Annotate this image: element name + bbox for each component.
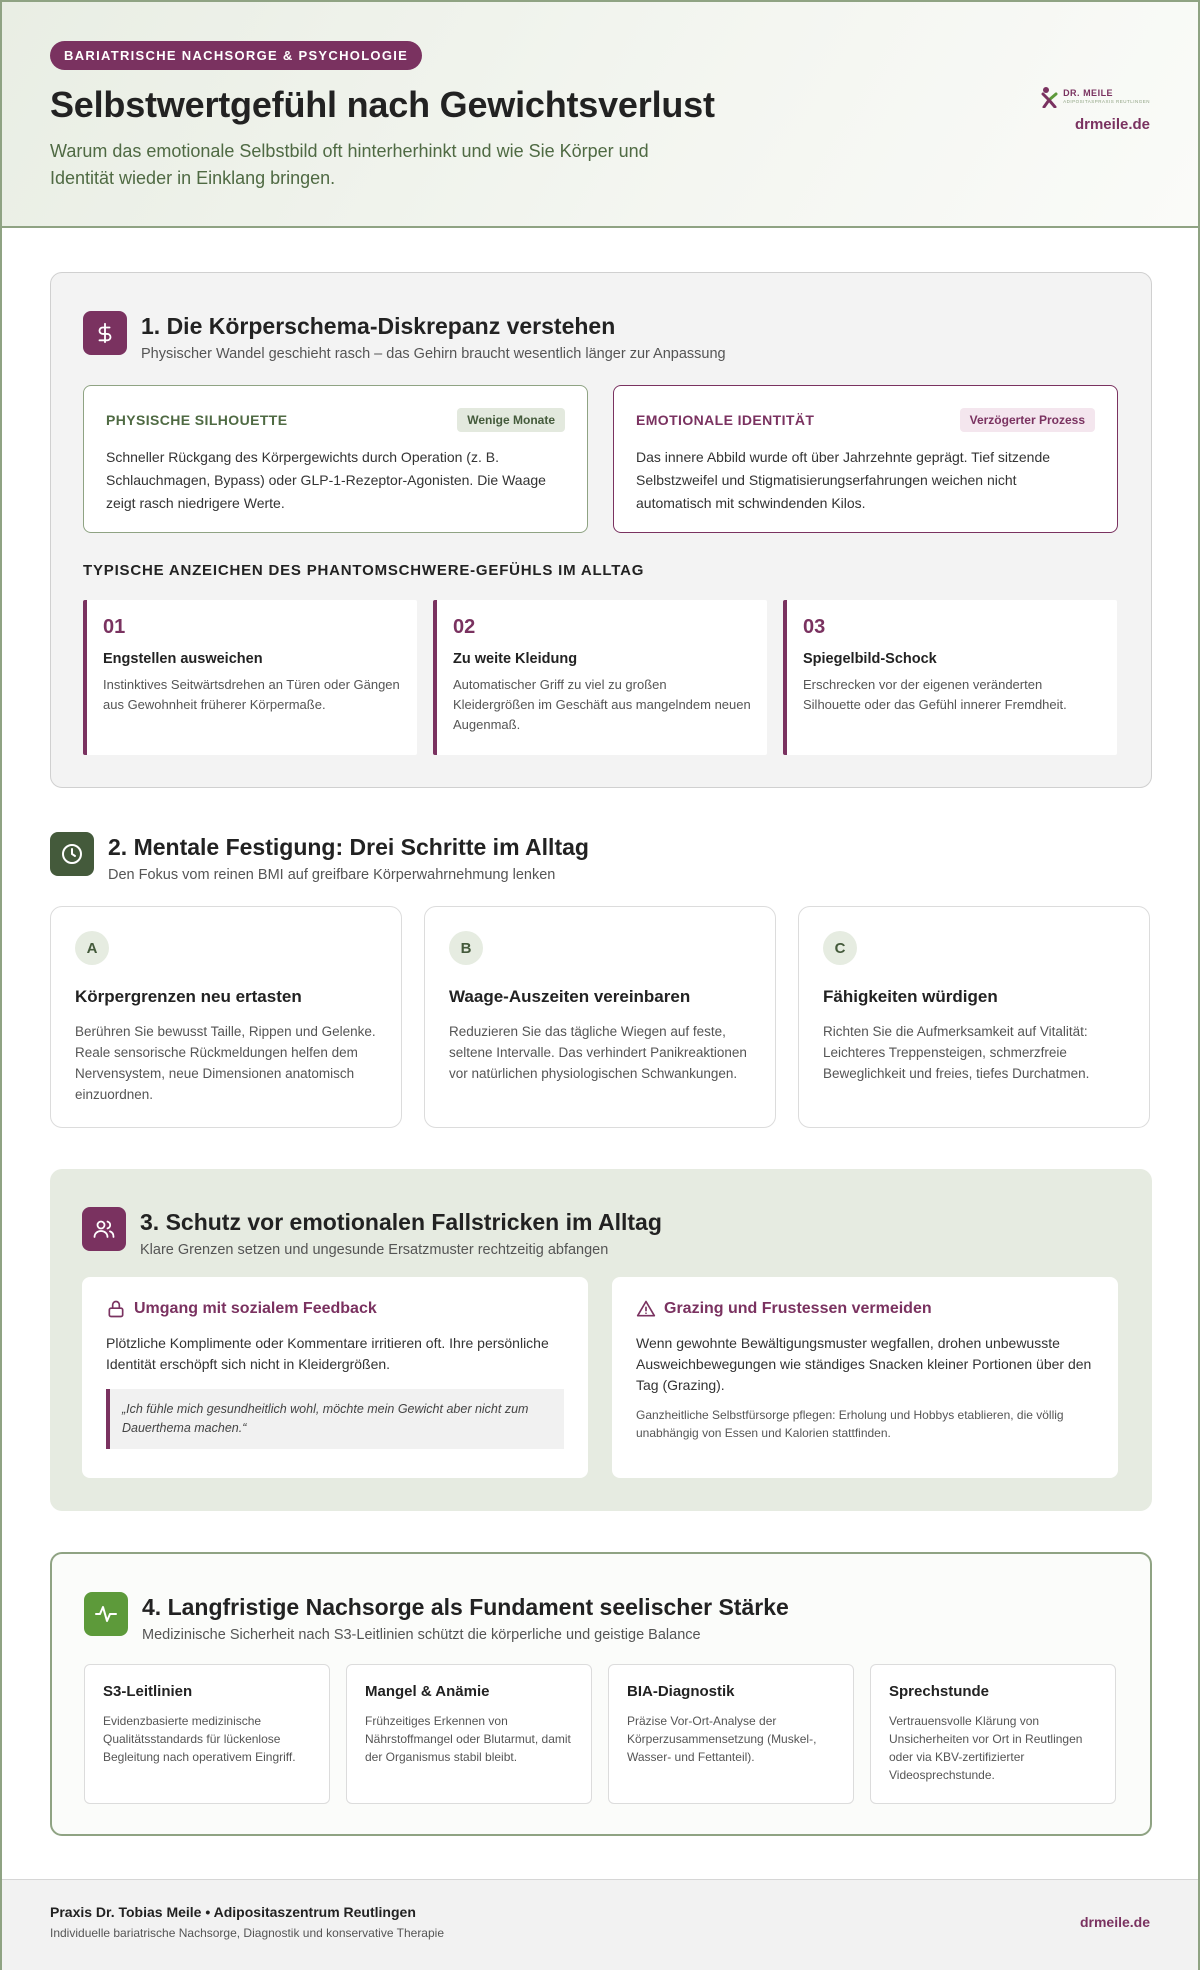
section3-subtitle: Klare Grenzen setzen und ungesunde Ersatzmuster rechtzeitig abfangen (140, 1242, 609, 1258)
feedback-text: Plötzliche Komplimente oder Kommentare irritieren oft. Ihre persönliche Identität erschöpft sich nicht in Kleidergrößen. (106, 1335, 549, 1372)
care-title: S3-Leitlinien (103, 1683, 193, 1700)
section1-title: 1. Die Körperschema-Diskrepanz verstehen (141, 313, 616, 339)
warning-icon (636, 1299, 656, 1319)
step-text: Berühren Sie bewusst Taille, Rippen und Gelenke. Reale sensorische Rückmeldungen helfen dem Nervensystem, neue Dimensionen anatomisch einzuordnen. (75, 1024, 376, 1102)
step-card (798, 906, 1150, 1128)
section1-header (83, 311, 726, 362)
section3-title: 3. Schutz vor emotionalen Fallstricken im Alltag (140, 1209, 662, 1235)
step-title: Körpergrenzen neu ertasten (75, 987, 302, 1006)
social-feedback-card (82, 1277, 588, 1478)
footer-subtitle: Individuelle bariatrische Nachsorge, Diagnostik und konservative Therapie (50, 1926, 444, 1940)
activity-icon (84, 1592, 128, 1636)
lock-icon (106, 1299, 126, 1319)
step-text: Reduzieren Sie das tägliche Wiegen auf feste, seltene Intervalle. Das verhindert Panikreaktionen vor natürlichen physiologischen Schwankungen. (449, 1024, 747, 1081)
users-icon (82, 1207, 126, 1251)
sign-text: Erschrecken vor der eigenen veränderten Silhouette oder das Gefühl innerer Fremdheit. (803, 677, 1067, 712)
section1-subtitle: Physischer Wandel geschieht rasch – das Gehirn braucht wesentlich länger zur Anpassung (141, 346, 726, 362)
care-text: Vertrauensvolle Klärung von Unsicherheiten vor Ort in Reutlingen oder via KBV-zertifizierter Videosprechstunde. (889, 1714, 1083, 1782)
physical-silhouette-card (83, 385, 588, 533)
care-text: Frühzeitiges Erkennen von Nährstoffmangel oder Blutarmut, damit der Organismus stabil bleibt. (365, 1714, 571, 1764)
step-card (50, 906, 402, 1128)
section-aftercare (50, 1552, 1152, 1836)
page-header (2, 2, 1198, 228)
sign-text: Automatischer Griff zu viel zu großen Kleidergrößen im Geschäft aus mangelndem neuen Augenmaß. (453, 677, 751, 732)
brand-url-link[interactable]: drmeile.de (1074, 116, 1150, 133)
feedback-quote: „Ich fühle mich gesundheitlich wohl, möchte mein Gewicht aber nicht zum Dauerthema machen.“ (106, 1389, 564, 1449)
section4-header (84, 1592, 789, 1643)
section2-subtitle: Den Fokus vom reinen BMI auf greifbare Körperwahrnehmung lenken (108, 867, 556, 883)
sign-number: 02 (453, 616, 476, 638)
care-text: Präzise Vor-Ort-Analyse der Körperzusammensetzung (Muskel-, Wasser- und Fettanteil). (627, 1714, 817, 1764)
dollar-icon (83, 311, 127, 355)
footer-url-link[interactable]: drmeile.de (1079, 1914, 1150, 1930)
step-letter-badge: B (449, 931, 483, 965)
feedback-title: Umgang mit sozialem Feedback (134, 1300, 377, 1317)
emotional-label: EMOTIONALE IDENTITÄT (636, 412, 815, 428)
logo (1041, 86, 1150, 108)
step-title: Waage-Auszeiten vereinbaren (449, 987, 691, 1006)
section3-header (82, 1207, 662, 1258)
signs-heading: TYPISCHE ANZEICHEN DES PHANTOMSCHWERE-GEFÜHLS IM ALLTAG (83, 562, 645, 579)
emotional-badge: Verzögerter Prozess (960, 408, 1095, 432)
physical-text: Schneller Rückgang des Körpergewichts durch Operation (z. B. Schlauchmagen, Bypass) oder GLP-1-Rezeptor-Agonisten. Die Waage zeigt rasch niedrigere Werte. (106, 449, 546, 511)
brand-block (1041, 86, 1150, 133)
logo-figure-icon (1041, 86, 1059, 108)
section2-header (50, 832, 589, 883)
step-text: Richten Sie die Aufmerksamkeit auf Vitalität: Leichteres Treppensteigen, schmerzfreie Beweglichkeit und freies, tiefes Durchatmen. (823, 1024, 1090, 1081)
grazing-note: Ganzheitliche Selbstfürsorge pflegen: Erholung und Hobbys etablieren, die völlig unabhängig von Essen und Kalorien stattfinden. (636, 1408, 1064, 1440)
care-card (870, 1664, 1116, 1804)
section2-title: 2. Mentale Festigung: Drei Schritte im Alltag (108, 834, 589, 860)
grazing-text: Wenn gewohnte Bewältigungsmuster wegfallen, drohen unbewusste Ausweichbewegungen wie ständiges Snacken kleiner Portionen über den Tag (Grazing). (636, 1335, 1092, 1393)
page-title: Selbstwertgefühl nach Gewichtsverlust (50, 84, 715, 125)
section4-subtitle: Medizinische Sicherheit nach S3-Leitlinien schützt die körperliche und geistige Balance (142, 1627, 701, 1643)
sign-card (433, 600, 767, 755)
emotional-identity-card (613, 385, 1118, 533)
care-title: Sprechstunde (889, 1683, 990, 1700)
page-subtitle: Warum das emotionale Selbstbild oft hinterherhinkt und wie Sie Körper und Identität wieder in Einklang bringen. (50, 141, 649, 188)
step-letter-badge: C (823, 931, 857, 965)
sign-text: Instinktives Seitwärtsdrehen an Türen oder Gängen aus Gewohnheit früherer Körpermaße. (103, 677, 400, 712)
care-text: Evidenzbasierte medizinische Qualitätsstandards für lückenlose Begleitung nach operativem Eingriff. (103, 1714, 296, 1764)
step-title: Fähigkeiten würdigen (823, 987, 998, 1006)
clock-icon (50, 832, 94, 876)
sign-card (783, 600, 1117, 755)
section-emotional-traps (50, 1169, 1152, 1511)
sign-title: Spiegelbild-Schock (803, 651, 937, 667)
physical-badge: Wenige Monate (457, 408, 565, 432)
category-tag: BARIATRISCHE NACHSORGE & PSYCHOLOGIE (50, 41, 422, 70)
section4-title: 4. Langfristige Nachsorge als Fundament seelischer Stärke (142, 1594, 789, 1620)
care-card (608, 1664, 854, 1804)
care-title: Mangel & Anämie (365, 1683, 490, 1700)
emotional-text: Das innere Abbild wurde oft über Jahrzehnte geprägt. Tief sitzende Selbstzweifel und Stigmatisierungserfahrungen weichen nicht automatisch mit schwindenden Kilos. (636, 449, 1051, 511)
sign-title: Engstellen ausweichen (103, 651, 263, 667)
sign-number: 01 (103, 616, 126, 638)
step-letter-badge: A (75, 931, 109, 965)
page-footer (2, 1879, 1198, 1970)
step-card (424, 906, 776, 1128)
care-card (346, 1664, 592, 1804)
care-card (84, 1664, 330, 1804)
physical-label: PHYSISCHE SILHOUETTE (106, 412, 288, 428)
care-title: BIA-Diagnostik (627, 1683, 735, 1700)
grazing-title: Grazing und Frustessen vermeiden (664, 1300, 932, 1317)
sign-card (83, 600, 417, 755)
sign-number: 03 (803, 616, 826, 638)
logo-name: DR. MEILE (1063, 88, 1114, 99)
section-body-schema (50, 272, 1152, 788)
logo-subtitle: ADIPOSITASPRAXIS REUTLINGEN (1063, 99, 1150, 105)
sign-title: Zu weite Kleidung (453, 651, 578, 667)
footer-title: Praxis Dr. Tobias Meile • Adipositaszentrum Reutlingen (50, 1904, 416, 1920)
grazing-card (612, 1277, 1118, 1478)
